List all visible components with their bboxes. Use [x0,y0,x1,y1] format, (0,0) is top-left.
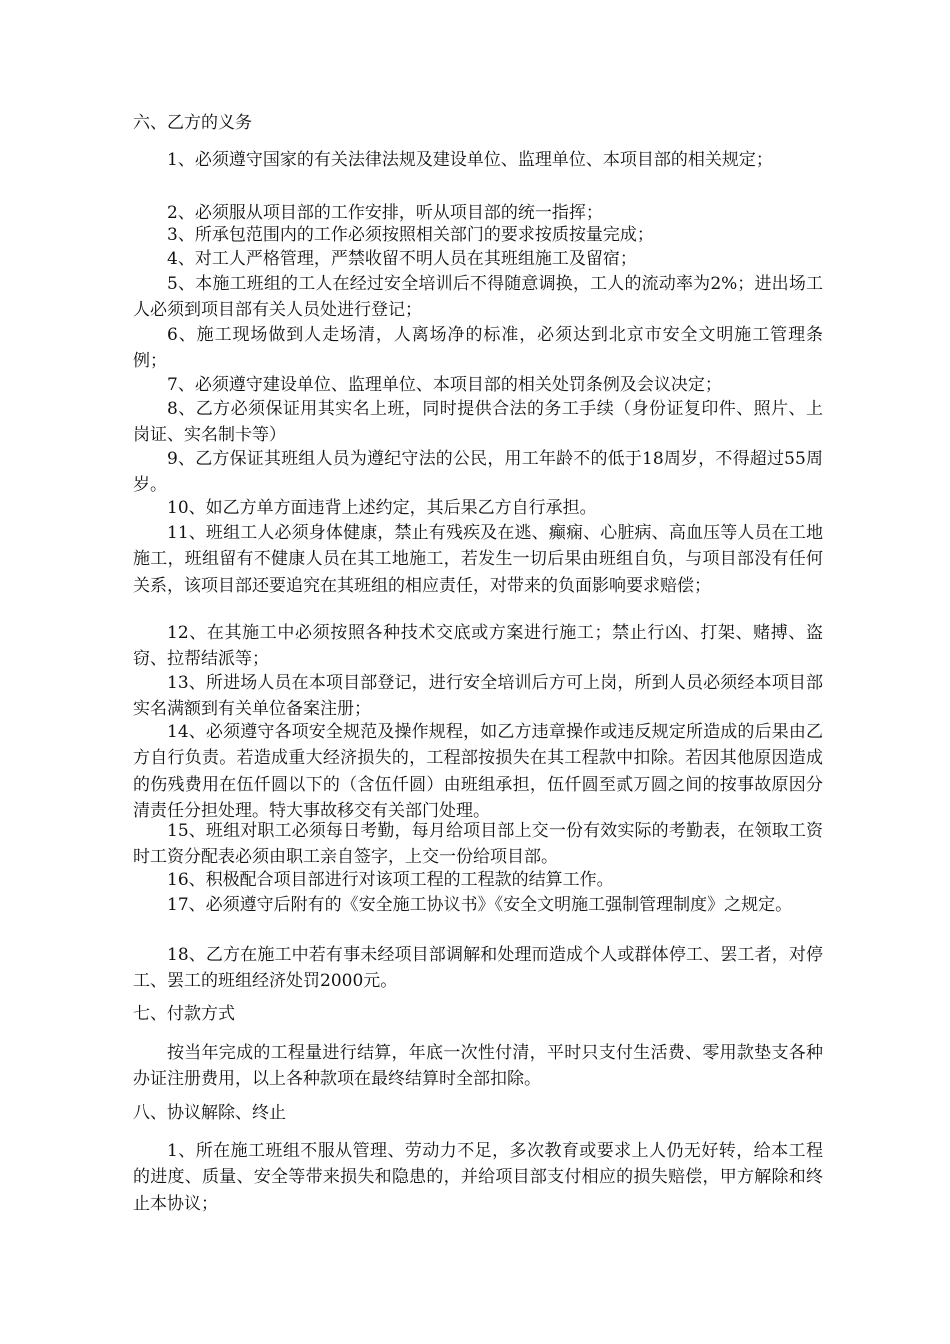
obligation-item-11: 11、班组工人必须身体健康，禁止有残疾及在逃、癫痫、心脏病、高血压等人员在工地施工，班组留有不健康人员在其工地施工，若发生一切后果由班组自负，与项目部没有任何关系，该项目部还要追究在其班组的相应责任，对带来的负面影响要求赔偿； [133,523,823,596]
obligation-item-5: 5、本施工班组的工人在经过安全培训后不得随意调换，工人的流动率为2%；进出场工人必须到项目部有关人员处进行登记； [133,274,823,321]
termination-item-1: 1、所在施工班组不服从管理、劳动力不足，多次教育或要求上人仍无好转，给本工程的进度、质量、安全等带来损失和隐患的，并给项目部支付相应的损失赔偿，甲方解除和终止本协议； [133,1141,823,1214]
section-8-heading: 八、协议解除、终止 [133,1103,286,1123]
section-6-heading: 六、乙方的义务 [133,113,252,133]
obligation-item-14: 14、必须遵守各项安全规范及操作规程，如乙方违章操作或违反规定所造成的后果由乙方自行负责。若造成重大经济损失的，工程部按损失在其工程款中扣除。若因其他原因造成的伤残费用在伍仟圆以下的（含伍仟圆）由班组承担，伍仟圆至贰万圆之间的按事故原因分清责任分担处理。特大事故移交有关部门处理。 [133,722,823,822]
payment-method-text: 按当年完成的工程量进行结算，年底一次性付清，平时只支付生活费、零用款垫支各种办证注册费用，以上各种款项在最终结算时全部扣除。 [133,1043,823,1090]
obligation-item-7: 7、必须遵守建设单位、监理单位、本项目部的相关处罚条例及会议决定； [167,375,722,395]
obligation-item-17: 17、必须遵守后附有的《安全施工协议书》《安全文明施工强制管理制度》之规定。 [167,895,793,915]
obligation-item-10: 10、如乙方单方面违背上述约定，其后果乙方自行承担。 [167,498,597,518]
obligation-item-15: 15、班组对职工必须每日考勤，每月给项目部上交一份有效实际的考勤表，在领取工资时工资分配表必须由职工亲自签字，上交一份给项目部。 [133,821,823,868]
obligation-item-16: 16、积极配合项目部进行对该项工程的工程款的结算工作。 [167,870,614,890]
obligation-item-8: 8、乙方必须保证用其实名上班，同时提供合法的务工手续（身份证复印件、照片、上岗证、实名制卡等） [133,399,823,446]
obligation-item-2: 2、必须服从项目部的工作安排，听从项目部的统一指挥； [167,203,603,223]
obligation-item-12: 12、在其施工中必须按照各种技术交底或方案进行施工；禁止行凶、打架、赌搏、盗窃、拉帮结派等； [133,623,823,670]
obligation-item-13: 13、所进场人员在本项目部登记，进行安全培训后方可上岗，所到人员必须经本项目部实名满额到有关单位备案注册； [133,673,823,720]
obligation-item-18: 18、乙方在施工中若有事未经项目部调解和处理而造成个人或群体停工、罢工者，对停工、罢工的班组经济处罚2000元。 [133,945,823,992]
obligation-item-6: 6、施工现场做到人走场清，人离场净的标准，必须达到北京市安全文明施工管理条例； [133,325,823,372]
obligation-item-1: 1、必须遵守国家的有关法律法规及建设单位、监理单位、本项目部的相关规定； [167,150,773,170]
section-7-heading: 七、付款方式 [133,1004,235,1024]
obligation-item-9: 9、乙方保证其班组人员为遵纪守法的公民，用工年龄不的低于18周岁，不得超过55周岁。 [133,449,823,496]
obligation-item-4: 4、对工人严格管理，严禁收留不明人员在其班组施工及留宿； [167,249,637,269]
obligation-item-3: 3、所承包范围内的工作必须按照相关部门的要求按质按量完成； [167,225,654,245]
